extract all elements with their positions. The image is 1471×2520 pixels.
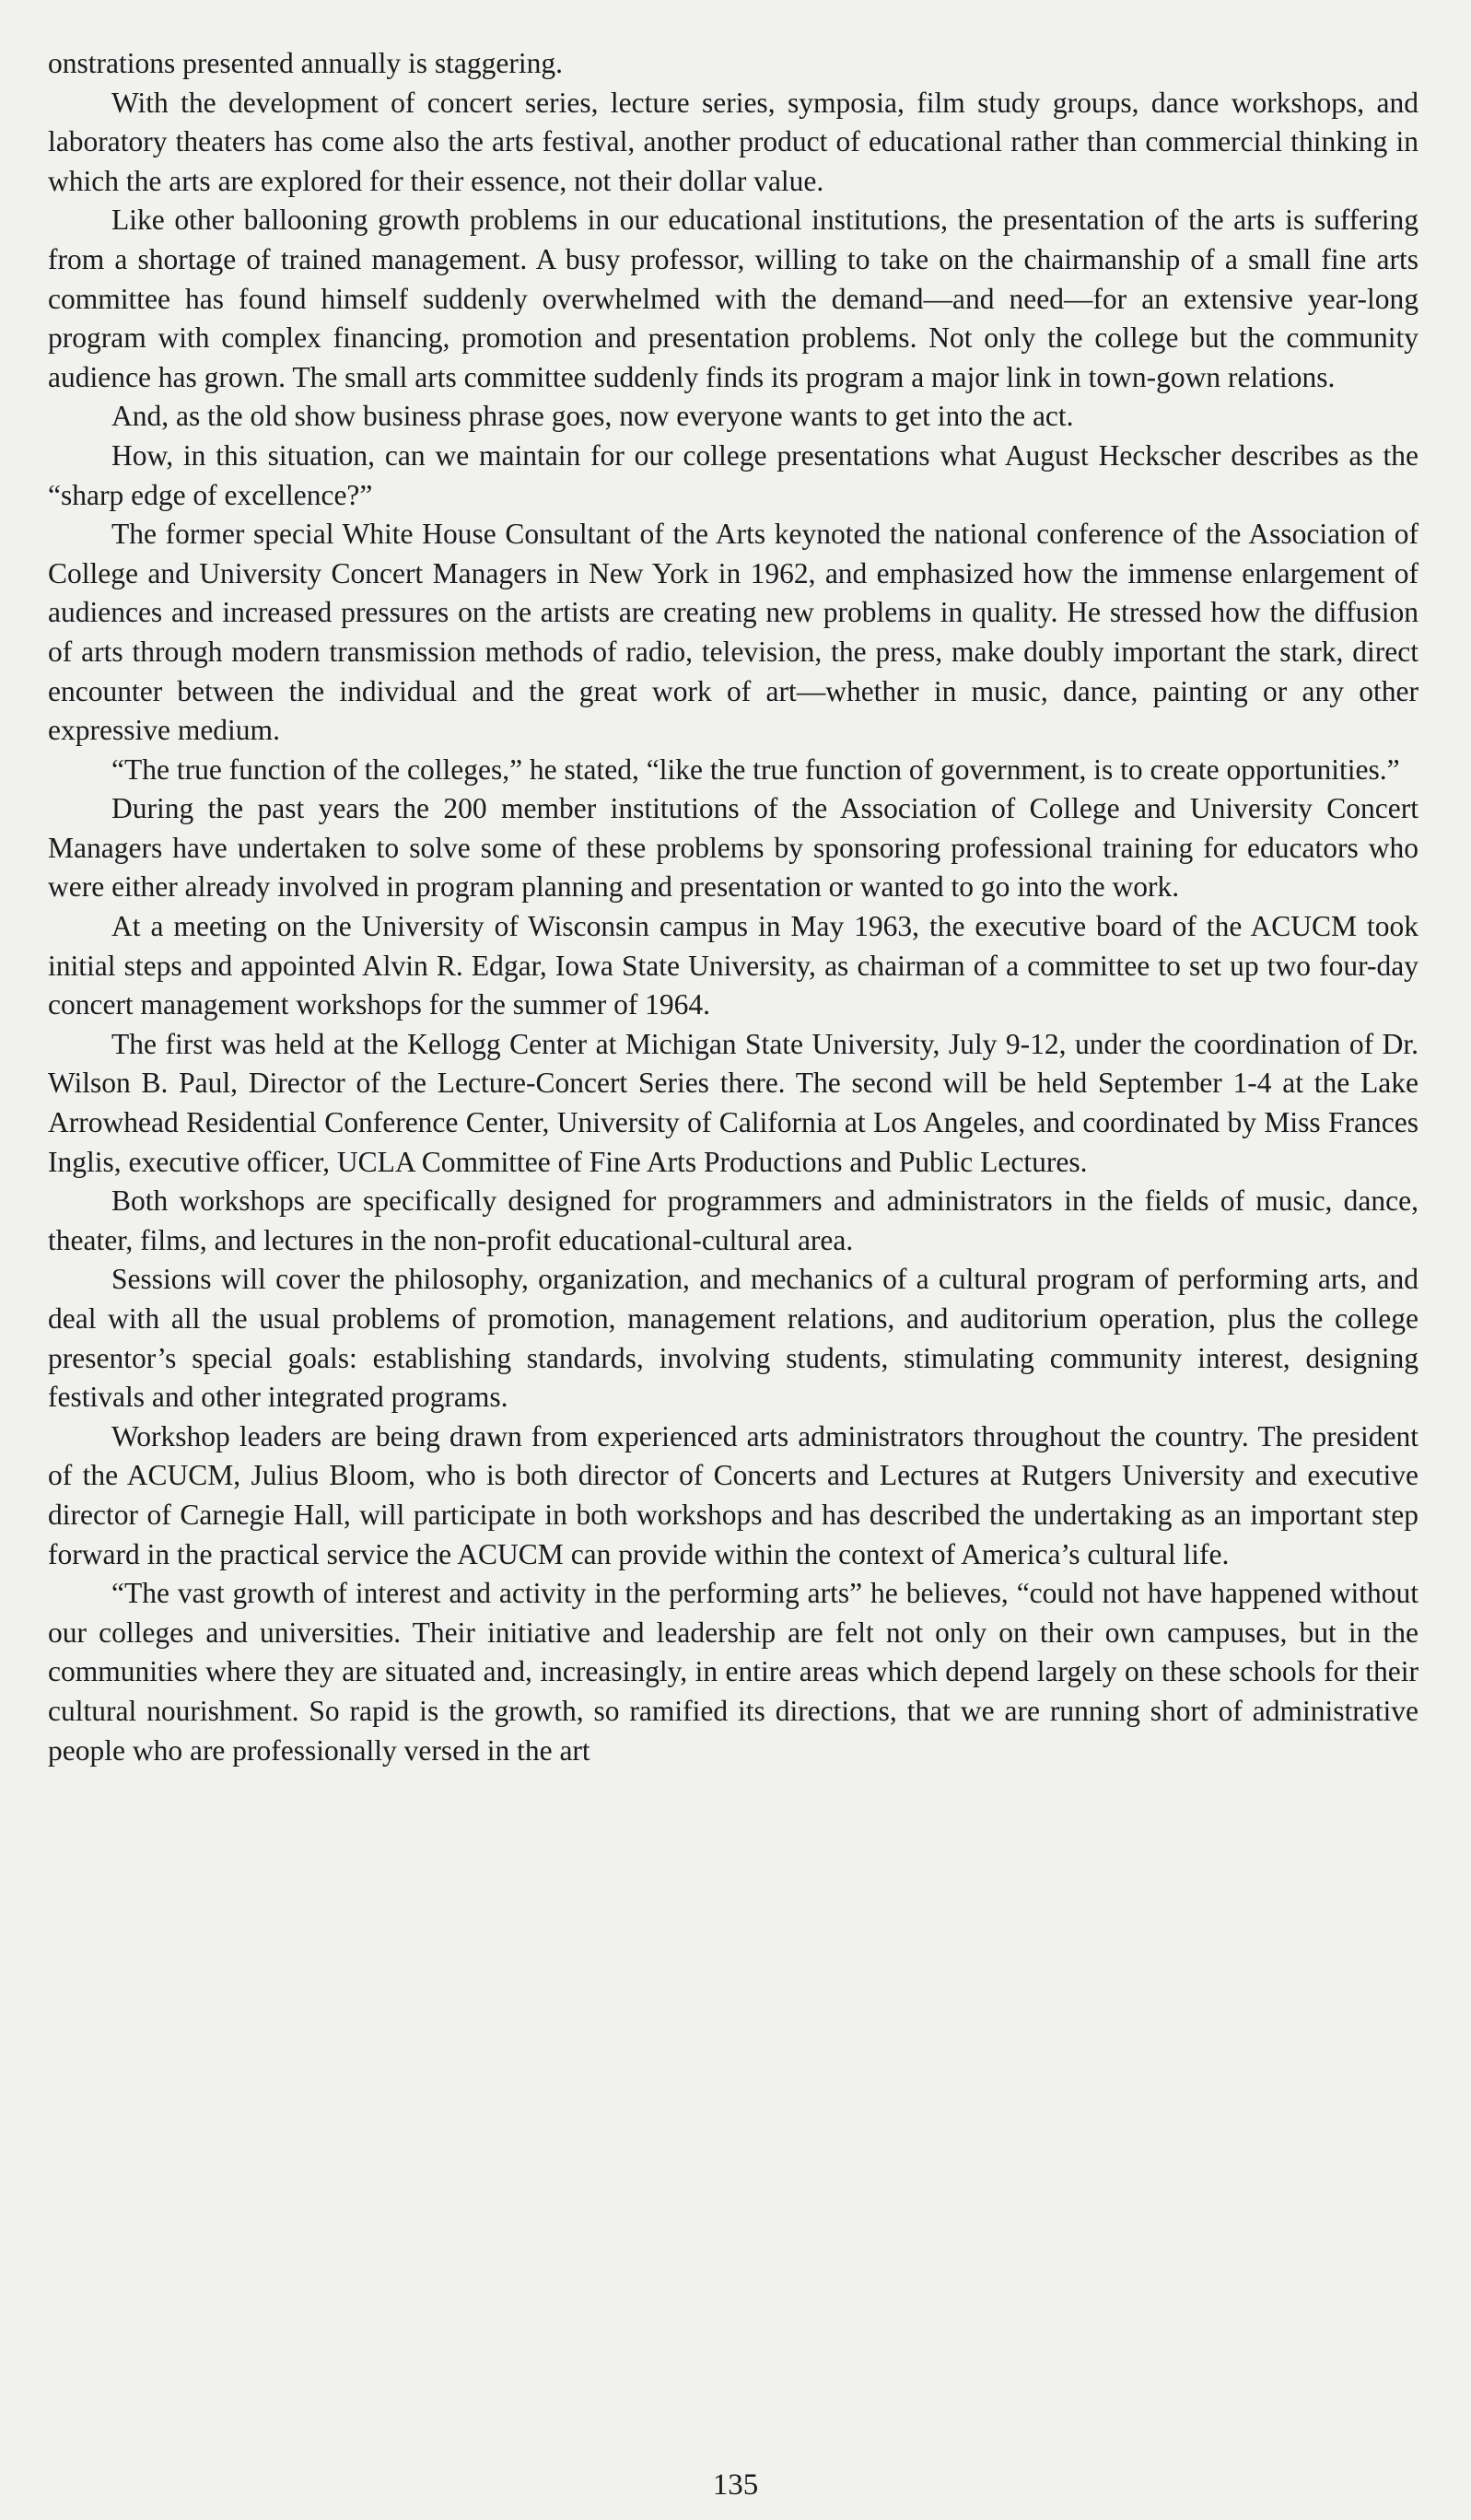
paragraph: Sessions will cover the philosophy, organization, and mechanics of a cultural program of performing arts, and deal with all the usual problems of promotion, management relations, and auditorium operation, plus the college presentor’s special goals: establishing standards, involving students, stimulating community interest, designing festivals and other integrated programs. (48, 1263, 1418, 1414)
paragraph: With the development of concert series, lecture series, symposia, film study groups, dance workshops, and laboratory theaters has come also the arts festival, another product of educational rather than commercial thinking in which the arts are explored for their essence, not their dollar value. (48, 86, 1418, 197)
paragraph: “The true function of the colleges,” he stated, “like the true function of government, is to create opportunities.” (111, 752, 1400, 786)
paragraph-continued: onstrations presented annually is staggering. (48, 47, 564, 79)
paragraph: How, in this situation, can we maintain for our college presentations what August Heckscher describes as the “sharp edge of excellence?” (48, 438, 1418, 511)
paragraph: Workshop leaders are being drawn from experienced arts administrators throughout the country. The president of the ACUCM, Julius Bloom, who is both director of Concerts and Lectures at Rutgers University and executive director of Carnegie Hall, will participate in both workshops and has described the undertaking as an important step forward in the practical service the ACUCM can provide within the context of America’s cultural life. (48, 1419, 1418, 1570)
paragraph: And, as the old show business phrase goes, now everyone wants to get into the act. (111, 400, 1074, 433)
paragraph: During the past years the 200 member institutions of the Association of College and University Concert Managers have undertaken to solve some of these problems by sponsoring professional training for educators who were either already involved in program planning and presentation or wanted to go into the work. (48, 792, 1418, 904)
paragraph: The former special White House Consultant of the Arts keynoted the national conference of the Association of College and University Concert Managers in New York in 1962, and emphasized how the immense enlargement of audiences and increased pressures on the artists are creating new problems in quality. He stressed how the diffusion of arts through modern transmission methods of radio, television, the press, make doubly important the stark, direct encounter between the individual and the great work of art—whether in music, dance, painting or any other expressive medium. (48, 518, 1418, 747)
page-body (48, 44, 1418, 1770)
page-number: 135 (712, 2468, 759, 2502)
paragraph: Like other ballooning growth problems in our educational institutions, the presentation of the arts is suffering from a shortage of trained management. A busy professor, willing to take on the chairmanship of a small fine arts committee has found himself suddenly overwhelmed with the demand—and need—for an extensive year-long program with complex financing, promotion and presentation problems. Not only the college but the community audience has grown. The small arts committee suddenly finds its program a major link in town-gown relations. (48, 204, 1418, 393)
paragraph: “The vast growth of interest and activity in the performing arts” he believes, “could not have happened without our colleges and universities. Their initiative and leadership are felt not only on their own campuses, but in the communities where they are situated and, increasingly, in entire areas which depend largely on these schools for their cultural nourishment. So rapid is the growth, so ramified its directions, that we are running short of administrative people who are professionally versed in the art (48, 1577, 1418, 1767)
paragraph: Both workshops are specifically designed for programmers and administrators in the fields of music, dance, theater, films, and lectures in the non-profit educational-cultural area. (48, 1184, 1418, 1256)
paragraph: The first was held at the Kellogg Center at Michigan State University, July 9-12, under the coordination of Dr. Wilson B. Paul, Director of the Lecture-Concert Series there. The second will be held September 1-4 at the Lake Arrowhead Residential Conference Center, University of California at Los Angeles, and coordinated by Miss Frances Inglis, executive officer, UCLA Committee of Fine Arts Productions and Public Lectures. (48, 1027, 1418, 1178)
paragraph: At a meeting on the University of Wisconsin campus in May 1963, the executive board of the ACUCM took initial steps and appointed Alvin R. Edgar, Iowa State University, as chairman of a committee to set up two four-day concert management workshops for the summer of 1964. (48, 910, 1418, 1021)
